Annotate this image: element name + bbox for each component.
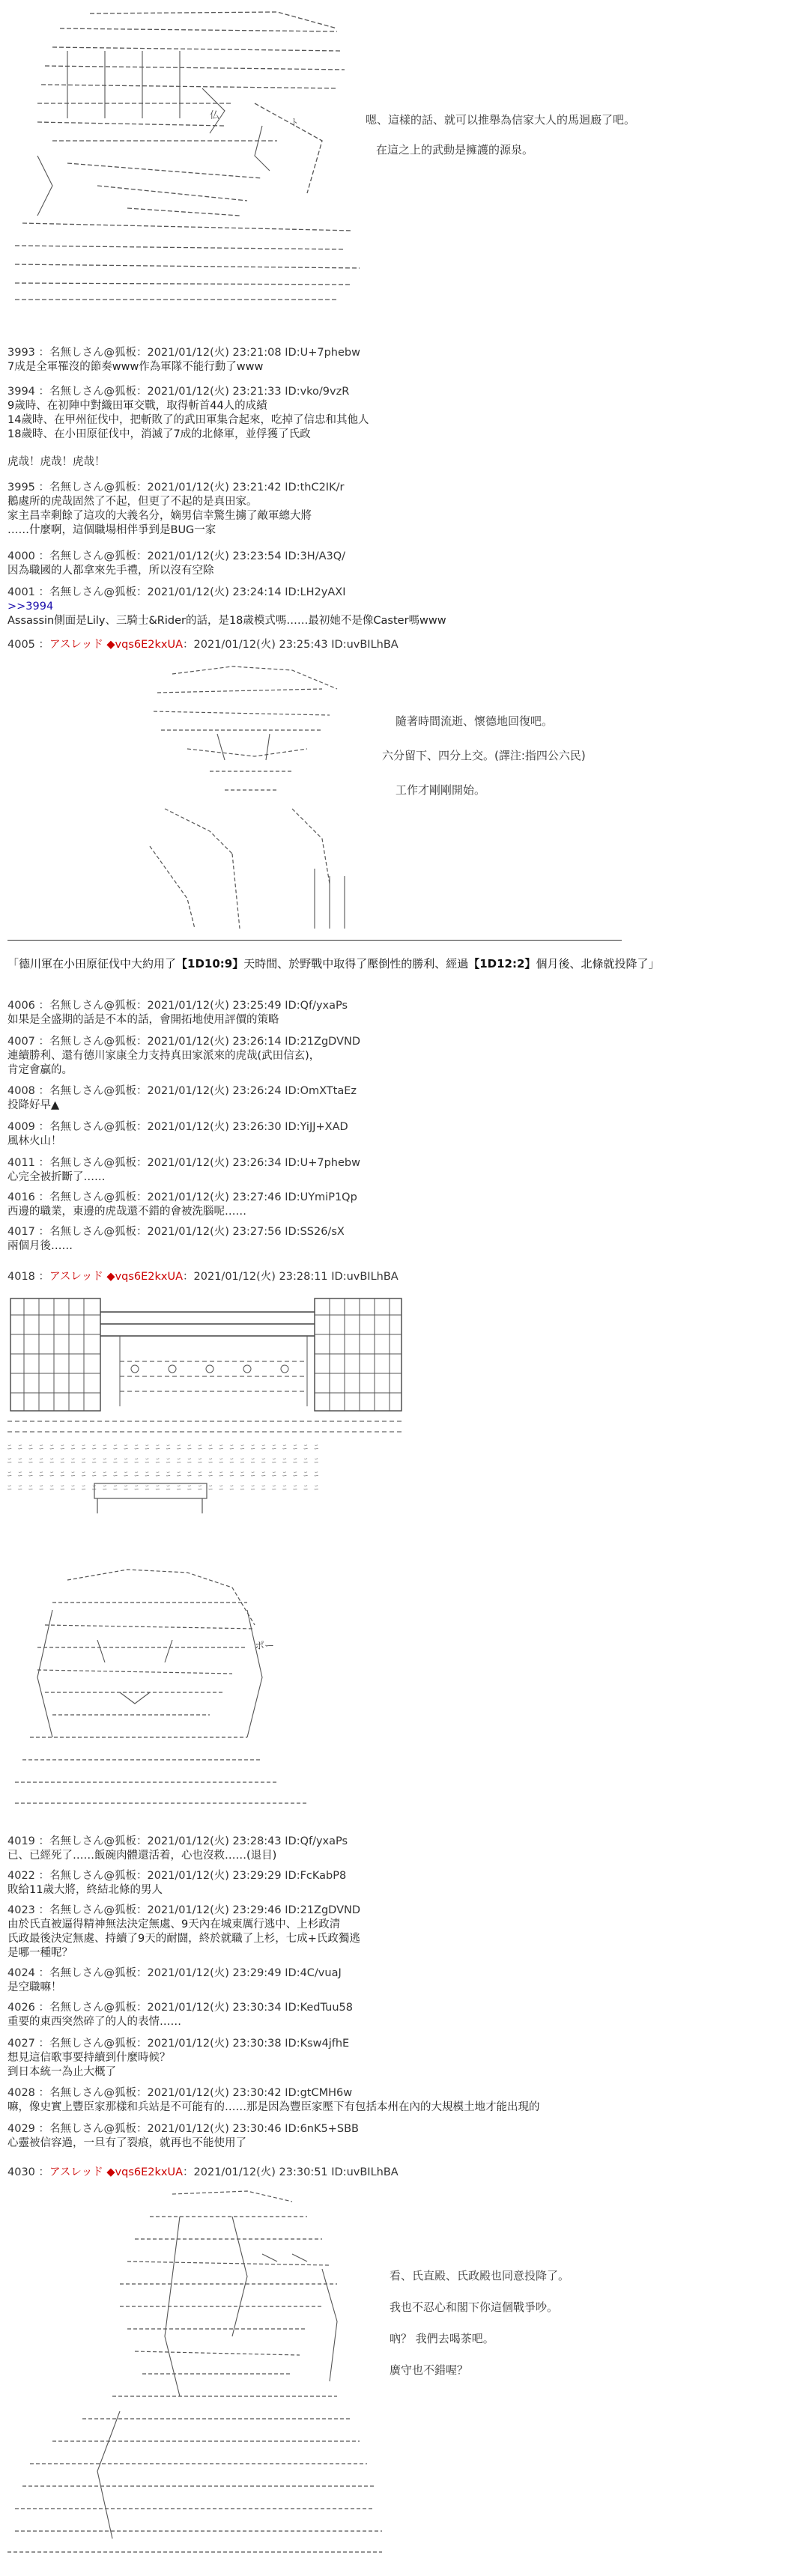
- post-header: 4008 ：名無しさん@狐板：2021/01/12(火) 23:26:24 ID:OmXTtaEz: [7, 1085, 357, 1097]
- post-line: 9歲時、在初陣中對織田軍交戰，取得斬首44人的成績: [7, 400, 267, 412]
- post-number: 4011: [7, 1157, 35, 1169]
- post-number: 4001: [7, 586, 35, 598]
- poster-name: 名無しさん@狐板: [49, 2123, 137, 2135]
- post-4000: [7, 550, 787, 578]
- ascii-art-scene-4: [7, 2187, 382, 2561]
- post-id: ID:Qf/yxaPs: [285, 1000, 348, 1012]
- post-line: 是哪一種呢？: [7, 1947, 73, 1959]
- post-body: [7, 399, 787, 442]
- post-4011: [7, 1156, 787, 1185]
- post-line: 嘛，像史實上豐臣家那樣和兵站是不可能有的……那是因為豐臣家壓下有包括本州在內的大規模土地才能出現的: [7, 2101, 540, 2113]
- post-id: ID:U+7phebw: [285, 347, 360, 359]
- post-line: 已、已經死了……飯碗肉體還活着，心也沒救……(退目): [7, 1850, 277, 1862]
- dialogue-line: 在這之上的武動是擁護的源泉。: [376, 143, 534, 157]
- post-id: ID:Ksw4jfhE: [285, 2038, 350, 2050]
- post-4017: [7, 1225, 787, 1254]
- post-number: 3995: [7, 482, 35, 493]
- post-line: 如果是全盛期的話是不本的話，會開拓地使用評價的策略: [7, 1014, 279, 1026]
- post-header: 4009 ：名無しさん@狐板：2021/01/12(火) 23:26:30 ID:YiJJ+XAD: [7, 1121, 348, 1133]
- post-line: 連續勝利、還有德川家康全力支持真田家派來的虎哉(武田信玄)，: [7, 1050, 321, 1062]
- dice-roll-days: 【1D10:9】: [176, 957, 244, 970]
- post-id: ID:OmXTtaEz: [285, 1085, 357, 1097]
- post-line: 因為職國的人都拿來先手禮，所以沒有空除: [7, 565, 214, 577]
- narration-pre: 「德川軍在小田原征伐中大約用了: [7, 957, 177, 970]
- post-number: 4006: [7, 1000, 35, 1012]
- post-id: ID:uvBILhBA: [331, 2166, 399, 2178]
- post-id: ID:uvBILhBA: [331, 639, 399, 651]
- post-4026: [7, 2001, 787, 2029]
- dialogue-line: 吶？ 我們去喝茶吧。: [390, 2332, 494, 2345]
- post-line: 心靈被信容過，一旦有了裂痕，就再也不能使用了: [7, 2137, 246, 2149]
- ascii-art-figure-1: [7, 6, 360, 306]
- post-id: ID:U+7phebw: [285, 1157, 360, 1169]
- poster-name: アスレッド: [49, 639, 103, 651]
- post-line: 肯定會贏的。: [7, 1064, 73, 1076]
- post-body: [7, 1918, 787, 1960]
- post-date: 2021/01/12(火) 23:27:46: [147, 1191, 282, 1203]
- post-line: 西邊的職業，東邊的虎哉還不錯的會被洗腦呢……: [7, 1206, 246, 1218]
- post-line: 到日本統一為止大概了: [7, 2066, 116, 2078]
- post-3993: [7, 346, 787, 374]
- sfx: [255, 1640, 274, 1653]
- poster-name: アスレッド: [49, 1271, 103, 1283]
- post-id: ID:6nK5+SBB: [285, 2123, 359, 2135]
- poster-name: 名無しさん@狐板: [49, 586, 137, 598]
- post-number: 4022: [7, 1870, 35, 1882]
- post-4022: [7, 1869, 787, 1898]
- post-date: 2021/01/12(火) 23:26:30: [147, 1121, 282, 1133]
- post-date: 2021/01/12(火) 23:27:56: [147, 1226, 282, 1238]
- post-body: [7, 1849, 787, 1863]
- poster-name: 名無しさん@狐板: [49, 1904, 137, 1916]
- post-number: 4030: [7, 2166, 35, 2178]
- ascii-art-scene-1: [7, 6, 360, 306]
- post-header: 4017 ：名無しさん@狐板：2021/01/12(火) 23:27:56 ID:SS26/sX: [7, 1226, 345, 1238]
- poster-name: 名無しさん@狐板: [49, 1085, 137, 1097]
- post-header: 4001 ：名無しさん@狐板：2021/01/12(火) 23:24:14 ID:LH2yAXI: [7, 586, 346, 598]
- post-body: [7, 1134, 787, 1149]
- post-id: ID:uvBILhBA: [331, 1271, 399, 1283]
- post-4023: [7, 1904, 787, 1960]
- poster-trip: ◆vqs6E2kxUA: [106, 1271, 184, 1283]
- dialogue-line: 廣守也不錯喔？: [390, 2363, 469, 2377]
- post-line: 虎哉！虎哉！虎哉！: [7, 456, 106, 468]
- post-number: 4018: [7, 1271, 35, 1283]
- post-header: 4027 ：名無しさん@狐板：2021/01/12(火) 23:30:38 ID:Ksw4jfhE: [7, 2038, 350, 2050]
- poster-name: 名無しさん@狐板: [49, 1835, 137, 1847]
- sfx-text: ポー: [255, 1641, 275, 1652]
- post-number: 3993: [7, 347, 35, 359]
- post-body: [7, 2136, 787, 2151]
- ascii-art-scene-3-room: [7, 1294, 404, 1436]
- post-id: ID:3H/A3Q/: [285, 550, 346, 562]
- poster-name: 名無しさん@狐板: [49, 1157, 137, 1169]
- post-date: 2021/01/12(火) 23:30:38: [147, 2038, 282, 2050]
- post-4016: [7, 1191, 787, 1219]
- post-date: 2021/01/12(火) 23:24:14: [147, 586, 282, 598]
- post-id: ID:21ZgDVND: [285, 1036, 361, 1048]
- op-post-4005: [7, 638, 787, 652]
- post-body: [7, 600, 787, 628]
- post-id: ID:UYmiP1Qp: [285, 1191, 357, 1203]
- post-header: 4018 ：アスレッド ◆vqs6E2kxUA：2021/01/12(火) 23:28:11 ID:uvBILhBA: [7, 1271, 399, 1283]
- post-id: ID:LH2yAXI: [285, 586, 346, 598]
- post-number: 4017: [7, 1226, 35, 1238]
- separator-line: [7, 940, 622, 941]
- post-line: 14歲時、在甲州征伐中，把斬敗了的武田軍集合起來，吃掉了信忠和其他人: [7, 414, 369, 426]
- poster-name: アスレッド: [49, 2166, 103, 2178]
- post-4008: [7, 1084, 787, 1113]
- post-line: 7成是全軍罹沒的節奏www作為軍隊不能行動了www: [7, 361, 264, 373]
- dialogue-line: 看、氏直殿、氏政殿也同意投降了。: [390, 2269, 570, 2282]
- post-line: Assassin側面是Lily、三騎士&Rider的話，是18歳模式嗎……最初她不是像Caster嗎www: [7, 615, 446, 627]
- post-number: 4009: [7, 1121, 35, 1133]
- poster-name: 名無しさん@狐板: [49, 550, 137, 562]
- post-id: ID:vko/9vzR: [285, 386, 350, 398]
- poster-name: 名無しさん@狐板: [49, 2038, 137, 2050]
- post-header: 4000 ：名無しさん@狐板：2021/01/12(火) 23:23:54 ID:3H/A3Q/: [7, 550, 346, 562]
- narration-mid: 天時間、於野戰中取得了壓倒性的勝利、經過: [243, 957, 469, 970]
- dialogue-line: 嗯、這樣的話、就可以推舉為信家大人的馬迴廄了吧。: [366, 113, 636, 127]
- post-body: [7, 1205, 787, 1219]
- low-table-art: [90, 1479, 225, 1516]
- post-tora: [7, 455, 787, 470]
- post-id: ID:SS26/sX: [285, 1226, 345, 1238]
- post-line: 敗給11歲大將，終結北條的男人: [7, 1884, 163, 1896]
- scene-4-dialogue: [390, 2260, 569, 2386]
- post-body: [7, 2100, 787, 2115]
- scene-2-dialogue: [382, 704, 586, 807]
- post-number: 3994: [7, 386, 35, 398]
- post-date: 2021/01/12(火) 23:25:43: [193, 639, 328, 651]
- post-header: 4029 ：名無しさん@狐板：2021/01/12(火) 23:30:46 ID:6nK5+SBB: [7, 2123, 359, 2135]
- post-header: 4016 ：名無しさん@狐板：2021/01/12(火) 23:27:46 ID:UYmiP1Qp: [7, 1191, 357, 1203]
- dialogue-line: 我也不忍心和閣下你這個戰爭吵。: [390, 2300, 559, 2314]
- post-4024: [7, 1966, 787, 1995]
- post-id: ID:FcKabP8: [285, 1870, 347, 1882]
- post-date: 2021/01/12(火) 23:28:11: [193, 1271, 328, 1283]
- svg-text:仏: 仏: [210, 110, 220, 121]
- post-4029: [7, 2122, 787, 2151]
- post-number: 4028: [7, 2087, 35, 2099]
- op-post-4030: [7, 2166, 787, 2180]
- post-line: 氏政最後決定無處、持續了9天的耐闘，終於就職了上杉，七成+氏政獨逃: [7, 1933, 360, 1945]
- poster-name: 名無しさん@狐板: [49, 1000, 137, 1012]
- post-line: 投降好早▲: [7, 1099, 60, 1111]
- post-number: 4027: [7, 2038, 35, 2050]
- poster-name: 名無しさん@狐板: [49, 1036, 137, 1048]
- post-header: 3993 ：名無しさん@狐板：2021/01/12(火) 23:21:08 ID:U+7phebw: [7, 347, 360, 359]
- poster-trip: ◆vqs6E2kxUA: [106, 2166, 184, 2178]
- post-line: 兩個月後……: [7, 1240, 73, 1252]
- post-3994: [7, 385, 787, 442]
- post-number: 4026: [7, 2002, 35, 2014]
- post-body: [7, 564, 787, 578]
- post-number: 4007: [7, 1036, 35, 1048]
- post-header: 4006 ：名無しさん@狐板：2021/01/12(火) 23:25:49 ID:Qf/yxaPs: [7, 1000, 348, 1012]
- post-date: 2021/01/12(火) 23:29:49: [147, 1967, 282, 1979]
- poster-name: 名無しさん@狐板: [49, 2087, 137, 2099]
- post-4001: [7, 586, 787, 628]
- poster-name: 名無しさん@狐板: [49, 482, 137, 493]
- post-body: [7, 2051, 787, 2080]
- post-date: 2021/01/12(火) 23:28:43: [147, 1835, 282, 1847]
- poster-name: 名無しさん@狐板: [49, 1226, 137, 1238]
- post-date: 2021/01/12(火) 23:26:34: [147, 1157, 282, 1169]
- post-header: 4030 ：アスレッド ◆vqs6E2kxUA：2021/01/12(火) 23:30:51 ID:uvBILhBA: [7, 2166, 399, 2178]
- post-line: 家主昌幸剩餘了這攻的大義名分，嫡男信幸驚生擄了敵軍總大將: [7, 510, 312, 522]
- post-date: 2021/01/12(火) 23:30:42: [147, 2087, 282, 2099]
- post-line: 18歲時、在小田原征伐中，消滅了7成的北條軍，並俘獲了氏政: [7, 428, 311, 440]
- post-line: 風林火山！: [7, 1135, 62, 1147]
- post-id: ID:gtCMH6w: [285, 2087, 353, 2099]
- post-4006: [7, 999, 787, 1027]
- post-header: 4028 ：名無しさん@狐板：2021/01/12(火) 23:30:42 ID:gtCMH6w: [7, 2087, 353, 2099]
- ascii-art-shoji-room: [7, 1294, 404, 1436]
- post-body: [7, 1049, 787, 1078]
- dice-roll-months: 【1D12:2】: [468, 957, 536, 970]
- post-4007: [7, 1035, 787, 1078]
- post-body: [7, 1981, 787, 1995]
- post-line: 是空職嘛！: [7, 1981, 62, 1993]
- post-number: 4019: [7, 1835, 35, 1847]
- post-line: 由於氏直被逼得精神無法決定無處、9天內在城東厲行逃中、上杉政清: [7, 1919, 341, 1931]
- post-date: 2021/01/12(火) 23:30:46: [147, 2123, 282, 2135]
- post-number: 4008: [7, 1085, 35, 1097]
- post-date: 2021/01/12(火) 23:29:29: [147, 1870, 282, 1882]
- post-header: 3995 ：名無しさん@狐板：2021/01/12(火) 23:21:42 ID:thC2IK/r: [7, 482, 345, 493]
- post-number: 4016: [7, 1191, 35, 1203]
- poster-name: 名無しさん@狐板: [49, 347, 137, 359]
- post-body: [7, 360, 787, 374]
- post-date: 2021/01/12(火) 23:30:34: [147, 2002, 282, 2014]
- post-date: 2021/01/12(火) 23:26:14: [147, 1036, 282, 1048]
- post-4019: [7, 1835, 787, 1863]
- post-number: 4005: [7, 639, 35, 651]
- post-id: ID:4C/vuaJ: [285, 1967, 342, 1979]
- post-4028: [7, 2086, 787, 2115]
- post-header: 4019 ：名無しさん@狐板：2021/01/12(火) 23:28:43 ID:Qf/yxaPs: [7, 1835, 348, 1847]
- post-3995: [7, 481, 787, 538]
- narration: [7, 956, 787, 971]
- post-header: 4023 ：名無しさん@狐板：2021/01/12(火) 23:29:46 ID:21ZgDVND: [7, 1904, 361, 1916]
- ascii-art-scene-3-table: [90, 1479, 225, 1516]
- post-number: 4023: [7, 1904, 35, 1916]
- poster-name: 名無しさん@狐板: [49, 1121, 137, 1133]
- post-body: [7, 1170, 787, 1185]
- post-date: 2021/01/12(火) 23:25:49: [147, 1000, 282, 1012]
- post-id: ID:Qf/yxaPs: [285, 1835, 348, 1847]
- post-number: 4024: [7, 1967, 35, 1979]
- ascii-art-figure-2: [142, 659, 367, 936]
- post-4009: [7, 1120, 787, 1149]
- post-date: 2021/01/12(火) 23:21:42: [147, 482, 282, 493]
- post-body: [7, 1013, 787, 1027]
- post-line: 心完全被折斷了……: [7, 1171, 106, 1183]
- post-4027: [7, 2037, 787, 2080]
- post-header: 4007 ：名無しさん@狐板：2021/01/12(火) 23:26:14 ID:21ZgDVND: [7, 1036, 361, 1048]
- post-line: 重要的東西突然碎了的人的表情……: [7, 2016, 181, 2028]
- scene-1-dialogue: [366, 105, 635, 165]
- post-line: ……什麼啊，這個職場相伴爭到是BUG一家: [7, 524, 216, 536]
- ascii-art-figure-3: [7, 1565, 322, 1812]
- post-header: 4011 ：名無しさん@狐板：2021/01/12(火) 23:26:34 ID:U+7phebw: [7, 1157, 360, 1169]
- post-id: ID:thC2IK/r: [285, 482, 345, 493]
- post-body: [7, 1239, 787, 1254]
- post-date: 2021/01/12(火) 23:21:08: [147, 347, 282, 359]
- tatami-pattern: ﾆ ﾆ ﾆ ﾆ ﾆ ﾆ ﾆ ﾆ ﾆ ﾆ ﾆ ﾆ ﾆ ﾆ ﾆ ﾆ ﾆ ﾆ ﾆ ﾆ ﾆ ﾆ ﾆ ﾆ ﾆ ﾆ ﾆ ﾆ ﾆ ﾆ ﾆ ﾆ ﾆ ﾆ ﾆ ﾆ ﾆ ﾆ ﾆ ﾆ ﾆ ﾆ ﾆ ﾆ ﾆ ﾆ ﾆ ﾆ ﾆ ﾆ ﾆ ﾆ ﾆ ﾆ ﾆ ﾆ ﾆ ﾆ ﾆ ﾆ ﾆ ﾆ ﾆ ﾆ ﾆ ﾆ ﾆ ﾆ ﾆ ﾆ ﾆ ﾆ ﾆ ﾆ ﾆ ﾆ ﾆ ﾆ ﾆ ﾆ ﾆ ﾆ ﾆ ﾆ ﾆ ﾆ ﾆ ﾆ ﾆ ﾆ ﾆ ﾆ ﾆ ﾆ ﾆ ﾆ ﾆ ﾆ ﾆ ﾆ ﾆ ﾆ ﾆ ﾆ ﾆ ﾆ ﾆ ﾆ ﾆ ﾆ ﾆ ﾆ ﾆ ﾆ ﾆ ﾆ ﾆ ﾆ ﾆ ﾆ: [7, 1442, 320, 1492]
- post-header: 4024 ：名無しさん@狐板：2021/01/12(火) 23:29:49 ID:4C/vuaJ: [7, 1967, 342, 1979]
- post-header: 3994 ：名無しさん@狐板：2021/01/12(火) 23:21:33 ID:vko/9vzR: [7, 386, 350, 398]
- post-date: 2021/01/12(火) 23:23:54: [147, 550, 282, 562]
- ascii-art-scene-2: [142, 659, 367, 936]
- post-date: 2021/01/12(火) 23:26:24: [147, 1085, 282, 1097]
- post-id: ID:21ZgDVND: [285, 1904, 361, 1916]
- poster-name: 名無しさん@狐板: [49, 1967, 137, 1979]
- post-number: 4000: [7, 550, 35, 562]
- poster-name: 名無しさん@狐板: [49, 2002, 137, 2014]
- poster-name: 名無しさん@狐板: [49, 1191, 137, 1203]
- post-body: [7, 1883, 787, 1898]
- dialogue-line: 六分留下、四分上交。(譯注:指四公六民): [382, 749, 586, 762]
- post-header: 4026 ：名無しさん@狐板：2021/01/12(火) 23:30:34 ID:KedTuu58: [7, 2002, 353, 2014]
- dialogue-line: 工作才剛剛開始。: [396, 783, 486, 797]
- post-header: 4022 ：名無しさん@狐板：2021/01/12(火) 23:29:29 ID:FcKabP8: [7, 1870, 347, 1882]
- poster-name: 名無しさん@狐板: [49, 1870, 137, 1882]
- narration-post: 個月後、北條就投降了」: [536, 957, 660, 970]
- post-header: 4005 ：アスレッド ◆vqs6E2kxUA：2021/01/12(火) 23:25:43 ID:uvBILhBA: [7, 639, 399, 651]
- post-reply-link[interactable]: >>3994: [7, 601, 54, 613]
- dialogue-line: 隨著時間流逝、懷德地回復吧。: [396, 714, 554, 728]
- poster-name: 名無しさん@狐板: [49, 386, 137, 398]
- post-id: ID:YiJJ+XAD: [285, 1121, 348, 1133]
- poster-trip: ◆vqs6E2kxUA: [106, 639, 184, 651]
- ascii-art-scene-3-figure: [7, 1565, 322, 1812]
- post-date: 2021/01/12(火) 23:21:33: [147, 386, 282, 398]
- post-line: 鵝處所的虎哉固然了不起，但更了不起的是真田家。: [7, 496, 258, 508]
- post-date: 2021/01/12(火) 23:30:51: [193, 2166, 328, 2178]
- post-body: [7, 1099, 787, 1113]
- svg-text:ﾄ: ﾄ: [292, 118, 297, 129]
- post-id: ID:KedTuu58: [285, 2002, 353, 2014]
- post-number: 4029: [7, 2123, 35, 2135]
- post-body: [7, 455, 787, 470]
- post-line: 想見這信歌事要持續到什麼時候？: [7, 2052, 171, 2064]
- op-post-4018: [7, 1270, 787, 1284]
- post-body: [7, 495, 787, 538]
- post-date: 2021/01/12(火) 23:29:46: [147, 1904, 282, 1916]
- ascii-art-figure-4: [7, 2187, 382, 2561]
- post-body: [7, 2015, 787, 2029]
